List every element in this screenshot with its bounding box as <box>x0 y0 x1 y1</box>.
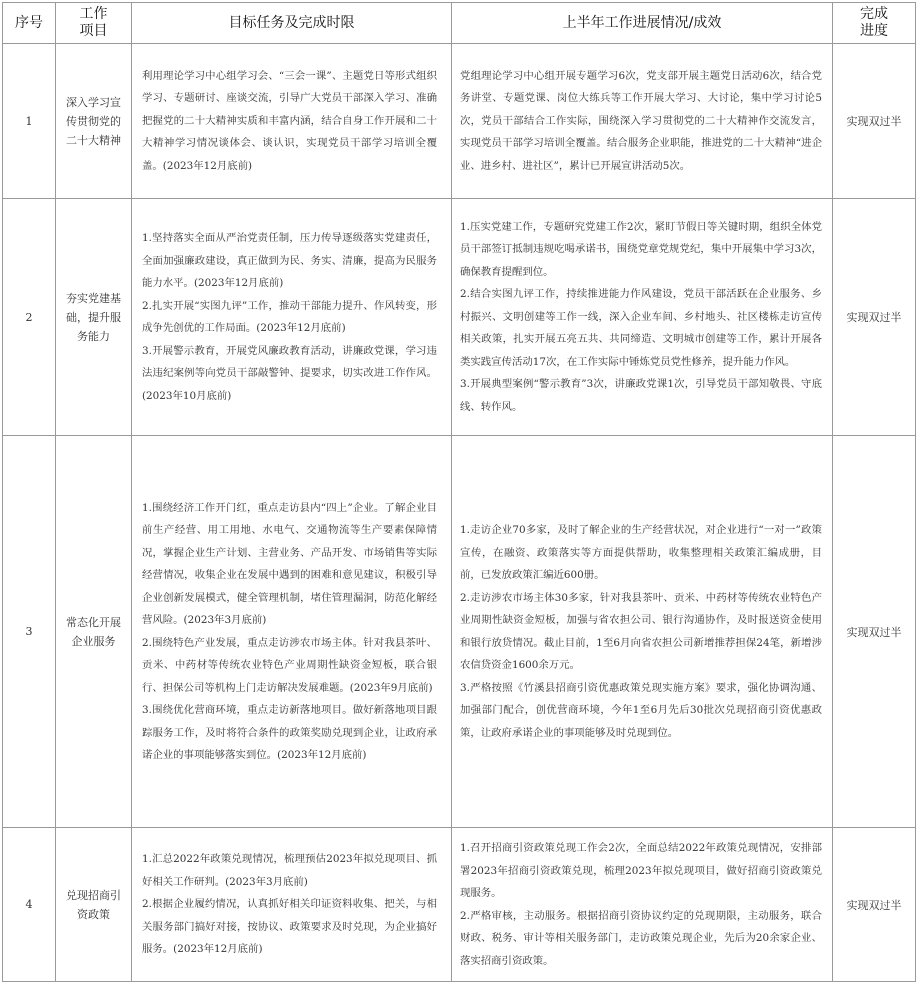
header-no: 序号 <box>3 3 56 44</box>
task-paragraph: 2.围绕特色产业发展，重点走访涉农市场主体。针对我县茶叶、贡米、中药材等传统农业特色产业周期性缺资金短板，联合银行、担保公司等机构上门走访解决发展难题。(2023年9月底前) <box>142 636 437 694</box>
header-row <box>3 3 916 44</box>
row-number: 2 <box>3 199 56 436</box>
table-row <box>3 828 916 982</box>
work-item: 夯实党建基础，提升服务能力 <box>56 199 132 436</box>
work-item: 深入学习宣传贯彻党的二十大精神 <box>56 44 132 199</box>
result-paragraph: 1.召开招商引资政策兑现工作会2次，全面总结2022年政策兑现情况，安排部署2023年招商引资政策兑现，梳理2023年拟兑现项目，做好招商引资政策兑现服务。 <box>460 842 822 899</box>
result-paragraph: 党组理论学习中心组开展专题学习6次，党支部开展主题党日活动6次，结合党务讲堂、专题党课、岗位大练兵等工作开展大学习、大讨论，集中学习讨论5次，党员干部结合工作实际，围绕深入学习贯彻党的二十大精神作交流发言，实现党员干部学习培训全覆盖。结合服务企业职能，推进党的二十大精神“进企业、进乡村、进社区”，累计已开展宣讲活动5次。 <box>460 69 822 172</box>
header-progress-text: 完成进度 <box>860 6 888 39</box>
task-paragraph: 1.汇总2022年政策兑现情况，梳理预估2023年拟兑现项目、抓好相关工作研判。(2023年3月底前) <box>142 853 437 888</box>
progress-status: 实现双过半 <box>833 828 916 982</box>
result-cell <box>452 199 833 436</box>
progress-status: 实现双过半 <box>833 199 916 436</box>
task-cell <box>132 44 452 199</box>
task-paragraph: 1.围绕经济工作开门红，重点走访县内“四上”企业。了解企业目前生产经营、用工用地、水电气、交通物流等生产要素保障情况，掌握企业生产计划、主营业务、产品开发、市场销售等实际经营情况，收集企业在发展中遇到的困难和意见建议，积极引导企业创新发展模式，健全管理机制，堵住管理漏洞，防范化解经营风险。(2023年3月底前) <box>142 501 437 626</box>
header-progress <box>833 3 916 44</box>
result-cell <box>452 436 833 828</box>
table-row <box>3 44 916 199</box>
table-row <box>3 436 916 828</box>
table-row <box>3 199 916 436</box>
result-paragraph: 2.走访涉农市场主体30多家，针对我县茶叶、贡米、中药材等传统农业特色产业周期性缺资金短板，加强与省农担公司、银行沟通协作，及时报送资金使用和银行放贷情况。截止目前，1至6月向省农担公司新增推荐担保24笔，新增涉农信贷资金1600余万元。 <box>460 591 822 671</box>
task-paragraph: 3.围绕优化营商环境，重点走访新落地项目。做好新落地项目跟踪服务工作，及时将符合条件的政策奖励兑现到企业，让政府承诺企业的事项能够落实到位。(2023年12月底前) <box>142 704 437 761</box>
row-number: 1 <box>3 44 56 199</box>
result-cell <box>452 828 833 982</box>
task-paragraph: 1.坚持落实全面从严治党责任制，压力传导逐级落实党建责任，全面加强廉政建设，真正做到为民、务实、清廉，提高为民服务能力水平。(2023年12月底前) <box>142 232 437 289</box>
header-item <box>56 3 132 44</box>
task-paragraph: 2.扎实开展“实图九评”工作，推动干部能力提升、作风转变，形成争先创优的工作局面。(2023年12月底前) <box>142 299 437 334</box>
result-cell <box>452 44 833 199</box>
header-results: 上半年工作进展情况/成效 <box>452 3 833 44</box>
header-tasks: 目标任务及完成时限 <box>132 3 452 44</box>
task-cell <box>132 828 452 982</box>
result-paragraph: 3.严格按照《竹溪县招商引资优惠政策兑现实施方案》要求，强化协调沟通、加强部门配合，创优营商环境，今年1至6月先后30批次兑现招商引资优惠政策，让政府承诺企业的事项能够及时兑现到位。 <box>460 681 822 739</box>
work-progress-table <box>2 2 916 982</box>
result-paragraph: 3.开展典型案例“警示教育”3次，讲廉政党课1次，引导党员干部知敬畏、守底线、转作风。 <box>460 378 822 413</box>
row-number: 3 <box>3 436 56 828</box>
header-item-text: 工作项目 <box>79 6 108 39</box>
result-paragraph: 1.压实党建工作，专题研究党建工作2次，紧盯节假日等关键时期，组织全体党员干部签订抵制违规吃喝承诺书，围绕党章党规党纪，集中开展集中学习3次，确保教育提醒到位。 <box>460 220 822 278</box>
task-cell <box>132 436 452 828</box>
task-paragraph: 2.根据企业履约情况，认真抓好相关印证资料收集、把关，与相关服务部门搞好对接，按协议、政策要求及时兑现，为企业搞好服务。(2023年12月底前) <box>142 898 437 956</box>
work-item: 兑现招商引资政策 <box>56 828 132 982</box>
work-item: 常态化开展企业服务 <box>56 436 132 828</box>
result-paragraph: 1.走访企业70多家，及时了解企业的生产经营状况，对企业进行“一对一”政策宣传，在融资、政策落实等方面提供帮助，收集整理相关政策汇编成册，目前，已发放政策汇编近600册。 <box>460 524 822 581</box>
task-cell <box>132 199 452 436</box>
result-paragraph: 2.严格审核，主动服务。根据招商引资协议约定的兑现期限，主动服务，联合财政、税务、审计等相关服务部门，走访政策兑现企业，先后为20余家企业、落实招商引资政策。 <box>460 909 822 967</box>
task-paragraph: 利用理论学习中心组学习会、“三会一课”、主题党日等形式组织学习、专题研讨、座谈交流，引导广大党员干部深入学习、准确把握党的二十大精神实质和丰富内涵，结合自身工作开展和二十大精神学习情况谈体会、谈认识，实现党员干部学习培训全覆盖。(2023年12月底前) <box>142 69 437 172</box>
progress-status: 实现双过半 <box>833 436 916 828</box>
row-number: 4 <box>3 828 56 982</box>
progress-status: 实现双过半 <box>833 44 916 199</box>
task-paragraph: 3.开展警示教育，开展党风廉政教育活动，讲廉政党课，学习违法违纪案例等向党员干部敲警钟、提要求，切实改进工作作风。(2023年10月底前) <box>142 344 437 402</box>
result-paragraph: 2.结合实图九评工作，持续推进能力作风建设，党员干部活跃在企业服务、乡村振兴、文明创建等工作一线，深入企业车间、乡村地头、社区楼栋走访宣传相关政策，扎实开展五亮五共、共同缔造、文明城市创建等工作，累计开展各类实践宣传活动17次，在工作实际中锤炼党员党性修养，提升能力作风。 <box>460 288 822 368</box>
